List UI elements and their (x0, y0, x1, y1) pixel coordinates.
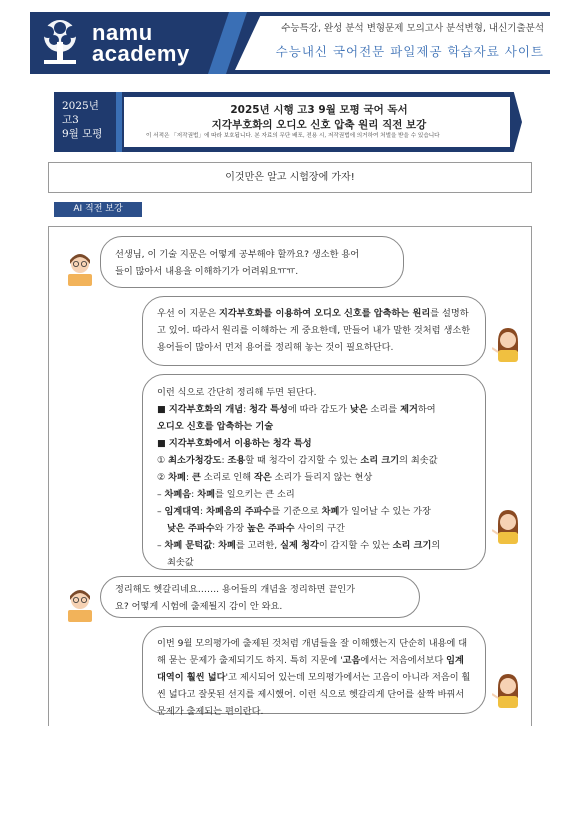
summary-heading-2: ■ 지각부호화에서 이용하는 청각 특성 (157, 438, 312, 449)
student-avatar-icon (64, 252, 96, 288)
summary-item-1: ① 최소가청강도: 조용할 때 청각이 감지할 수 있는 소리 크기의 최솟값 (157, 455, 438, 466)
bubble-text: 에서는 저음에서보다 (360, 655, 447, 666)
exam-year: 2025년 (62, 100, 99, 112)
summary-item-2: ② 차폐: 큰 소리로 인해 작은 소리가 들리지 않는 현상 (157, 472, 373, 483)
exam-name: 9월 모평 (62, 128, 103, 140)
header-subtitle-2: 수능내신 국어전문 파일제공 학습자료 사이트 (275, 44, 544, 59)
bubble-bold: 지각부호화를 이용하여 오디오 신호를 압축하는 원리 (219, 308, 431, 319)
logo-line2: academy (92, 41, 190, 66)
logo-wordmark[interactable] (92, 22, 190, 64)
title-block (54, 92, 520, 152)
bubble-text: 를 설명하고 있어. 따라서 원리를 이해하는 게 중요한데, 만들어 내가 말한 것처럼 생소한 용어들이 많아서 먼저 용어를 정리해 놓는 것이 필요하단다. (157, 308, 471, 353)
site-header (30, 12, 550, 74)
teacher-avatar-icon (492, 326, 524, 362)
student-avatar-icon (64, 588, 96, 624)
bubble-line: 선생님, 이 기술 지문은 어떻게 공부해야 할까요? 생소한 용어 (115, 249, 360, 260)
bubble-text: 우선 이 지문은 (157, 308, 220, 319)
section-label: AI 직전 보강 (54, 202, 142, 217)
summary-heading-1-cont: 오디오 신호를 압축하는 기술 (157, 421, 274, 432)
tagline-box: 이것만은 알고 시험장에 가자! (48, 162, 532, 193)
summary-detail-2-cont: 낮은 주파수와 가장 높은 주파수 사이의 구간 (167, 523, 345, 534)
teacher-bubble-summary (142, 374, 486, 570)
summary-detail-3: – 차폐 문턱값: 차폐를 고려한, 실제 청각이 감지할 수 있는 소리 크기의 (157, 540, 441, 551)
bubble-line: 요? 어떻게 시험에 출제될지 감이 안 와요. (115, 601, 283, 612)
summary-detail-1: – 차폐음: 차폐를 일으키는 큰 소리 (157, 489, 295, 500)
copyright-notice: 이 서적은 「저작권법」에 따라 보호됩니다. 본 자료의 무단 배포, 전용 시, 저작권법에 의거하여 처벌을 받을 수 있습니다 (146, 133, 440, 139)
student-bubble-2 (100, 576, 420, 618)
header-subtitle-1: 수능특강, 완성 분석 변형문제 모의고사 분석변형, 내신기출분석 (281, 23, 544, 34)
bubble-line: 정리해도 헷갈리네요……. 용어들의 개념을 정리하면 끝인가 (115, 584, 356, 595)
teacher-avatar-icon (492, 508, 524, 544)
bubble-text: '고 제시되어 있는데 모의평가에서는 고음이 아니라 저음이 훨씬 넓다고 잘못된 선지를 제시했어. 이런 식으로 헷갈리게 단어를 살짝 바꿔서 문제가 출제되는 편이란다. (157, 672, 471, 717)
tree-logo-icon (36, 18, 84, 68)
teacher-bubble-1 (142, 296, 486, 366)
title-accent-bar (116, 92, 122, 152)
bubble-text: 이번 9월 모의평가에 출제된 것처럼 개념들을 잘 이해했는지 단순히 내용에 대해 묻는 문제가 출제되기도 하지. 특히 지문에 ' (157, 638, 468, 666)
summary-detail-3-cont: 최솟값 (167, 557, 194, 568)
teacher-bubble-2 (142, 626, 486, 717)
bubble-bold: 고음 (342, 655, 361, 666)
document-title: 2025년 시행 고3 9월 모평 국어 독서 (230, 104, 408, 116)
summary-detail-2: – 임계대역: 차폐음의 주파수를 기준으로 차폐가 일어날 수 있는 가장 (157, 506, 431, 517)
teacher-avatar-icon (492, 672, 524, 708)
logo-line1: namu (92, 20, 153, 45)
student-bubble-1 (100, 236, 404, 288)
bubble-line: 들이 많아서 내용을 이해하기가 어려워요ㅠㅠ. (115, 266, 299, 277)
exam-tag (54, 92, 116, 152)
document-subtitle: 지각부호화의 오디오 신호 압축 원리 직전 보강 (211, 119, 427, 131)
bubble-bold: 임계대역이 훨씬 넓다 (157, 655, 464, 683)
exam-grade: 고3 (62, 114, 79, 126)
summary-intro: 이런 식으로 간단히 정리해 두면 된단다. (157, 387, 317, 398)
summary-heading-1: ■ 지각부호화의 개념: 청각 특성에 따라 감도가 낮은 소리를 제거하여 (157, 404, 436, 415)
